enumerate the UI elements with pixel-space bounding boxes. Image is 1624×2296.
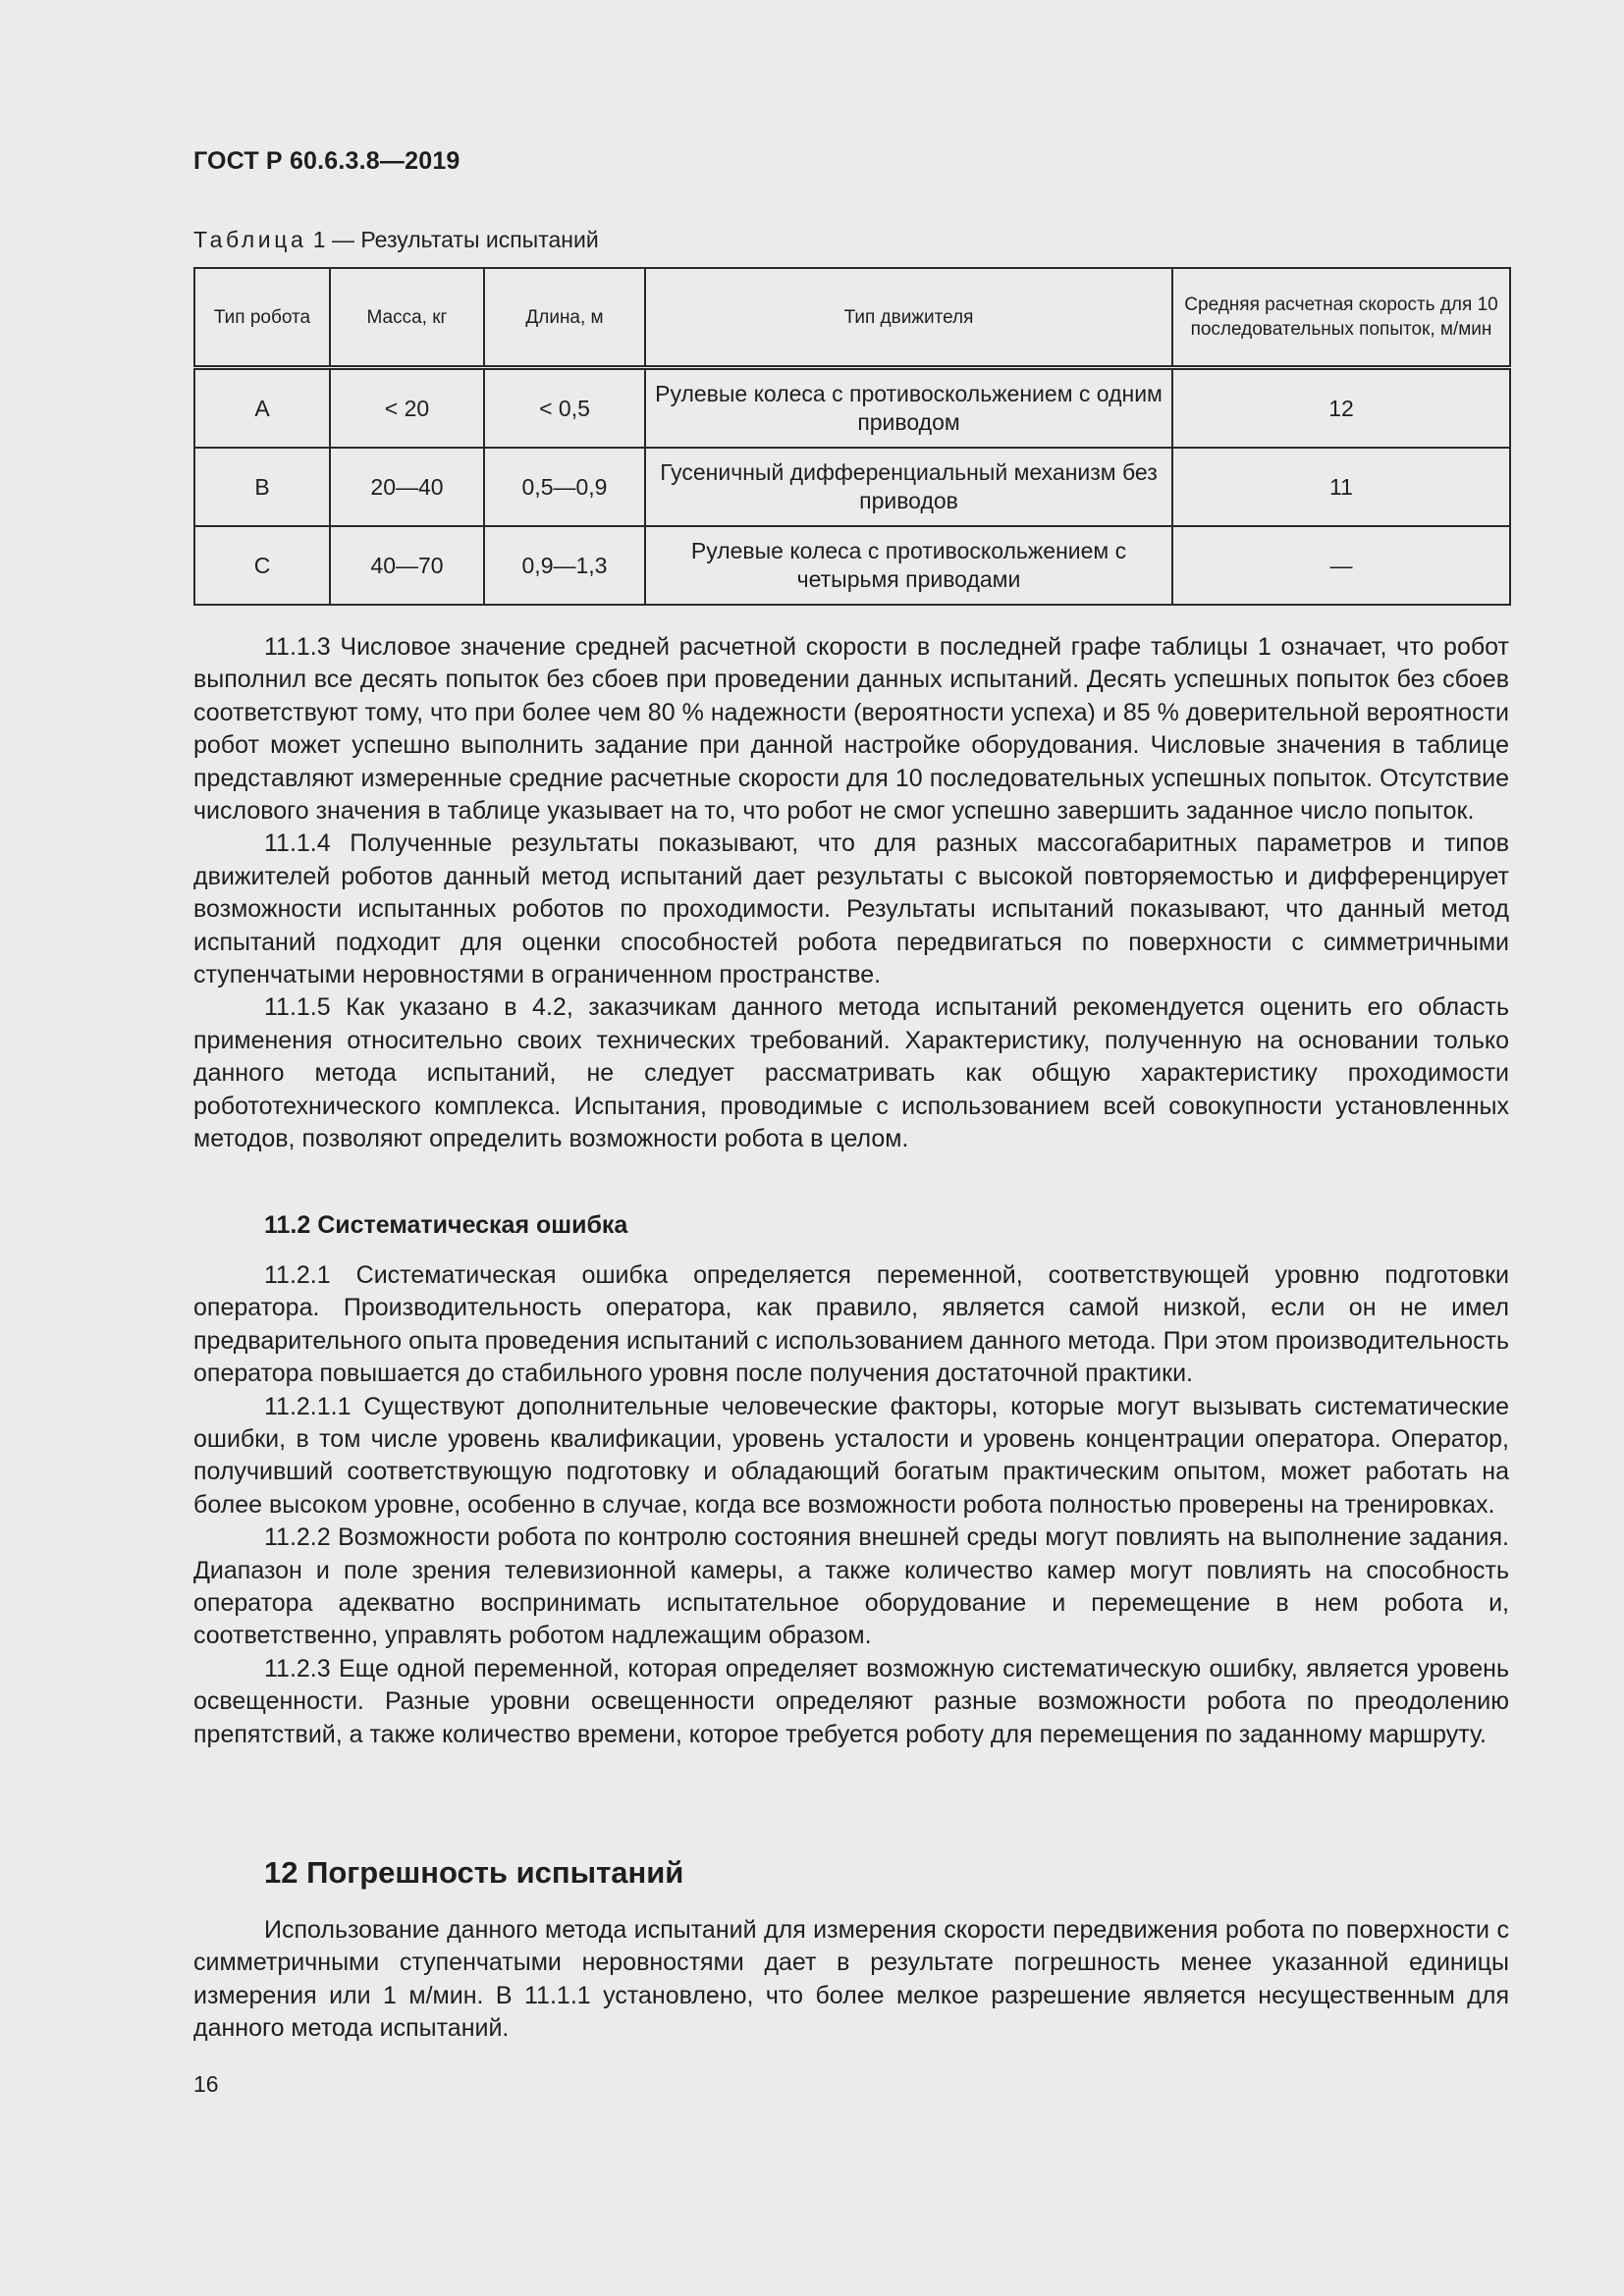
cell-mass: 20—40 <box>330 448 484 526</box>
cell-length: < 0,5 <box>484 368 645 449</box>
cell-speed: 12 <box>1172 368 1510 449</box>
paragraph-11-2-3: 11.2.3 Еще одной переменной, которая определяет возможную систематическую ошибку, является уровень освещенности. Разные уровни освещенности определяют разные возможности робота по преодолению препятствий, а также количество времени, которое требуется роботу для перемещения по заданному маршруту. <box>193 1654 1509 1748</box>
column-header-propulsion: Тип движителя <box>645 268 1172 368</box>
paragraph-11-1-3: 11.1.3 Числовое значение средней расчетной скорости в последней графе таблицы 1 означает, что робот выполнил все десять попыток без сбоев при проведении данных испытаний. Десять успешных попыток без сбоев соответствуют тому, что при более чем 80 % надежности (вероятности успеха) и 85 % доверительной вероятности робот может успешно выполнить задание при данной настройке оборудования. Числовые значения в таблице представляют измеренные средние расчетные скорости для 10 последовательных успешных попыток. Отсутствие числового значения в таблице указывает на то, что робот не смог успешно завершить заданное число попыток. <box>193 633 1509 826</box>
table-caption-title: 1 — Результаты испытаний <box>306 227 599 252</box>
table-row <box>194 526 1510 605</box>
table-header-row <box>194 268 1510 368</box>
results-table <box>193 267 1511 606</box>
table-row <box>194 448 1510 526</box>
paragraph-11-1-4: 11.1.4 Полученные результаты показывают, что для разных массогабаритных параметров и типов движителей роботов данный метод испытаний дает результаты с высокой повторяемостью и дифференцирует возможности испытанных роботов по проходимости. Результаты испытаний показывают, что данный метод испытаний подходит для оценки способностей робота передвигаться по поверхности с симметричными ступенчатыми неровностями в ограниченном пространстве. <box>193 829 1509 989</box>
cell-mass: 40—70 <box>330 526 484 605</box>
subsection-heading-11-2: 11.2 Систематическая ошибка <box>264 1211 628 1239</box>
column-header-robot-type: Тип робота <box>194 268 330 368</box>
table-caption <box>193 227 599 253</box>
cell-speed: 11 <box>1172 448 1510 526</box>
cell-speed: — <box>1172 526 1510 605</box>
section-heading-12: 12 Погрешность испытаний <box>264 1855 684 1890</box>
cell-propulsion: Гусеничный дифференциальный механизм без приводов <box>645 448 1172 526</box>
page-number: 16 <box>193 2071 219 2097</box>
paragraph-12: Использование данного метода испытаний для измерения скорости передвижения робота по поверхности с симметричными ступенчатыми неровностями дает в результате погрешность менее указанной единицы измерения или 1 м/мин. В 11.1.1 установлено, что более мелкое разрешение является несущественным для данного метода испытаний. <box>193 1916 1509 2043</box>
section-12-text <box>193 1914 1509 2046</box>
cell-length: 0,9—1,3 <box>484 526 645 605</box>
table-caption-label: Таблица <box>193 227 307 252</box>
cell-propulsion: Рулевые колеса с противоскольжением с четырьмя приводами <box>645 526 1172 605</box>
paragraph-11-2-2: 11.2.2 Возможности робота по контролю состояния внешней среды могут повлиять на выполнение задания. Диапазон и поле зрения телевизионной камеры, а также количество камер могут повлиять на способность оператора адекватно воспринимать испытательное оборудование и перемещение в нем робота и, соответственно, управлять роботом надлежащим образом. <box>193 1523 1509 1650</box>
cell-robot-type: B <box>194 448 330 526</box>
table-row <box>194 368 1510 449</box>
column-header-length: Длина, м <box>484 268 645 368</box>
section-11-1-text <box>193 631 1509 1156</box>
paragraph-11-1-5: 11.1.5 Как указано в 4.2, заказчикам данного метода испытаний рекомендуется оценить его область применения относительно своих технических требований. Характеристику, полученную на основании только данного метода испытаний, не следует рассматривать как общую характеристику проходимости робототехнического комплекса. Испытания, проводимые с использованием всей совокупности установленных методов, позволяют определить возможности робота в целом. <box>193 993 1509 1153</box>
cell-robot-type: A <box>194 368 330 449</box>
paragraph-11-2-1-1: 11.2.1.1 Существуют дополнительные человеческие факторы, которые могут вызывать систематические ошибки, в том числе уровень квалификации, уровень усталости и уровень концентрации оператора. Оператор, получивший соответствующую подготовку и обладающий богатым практическим опытом, может работать на более высоком уровне, особенно в случае, когда все возможности робота полностью проверены на тренировках. <box>193 1392 1509 1519</box>
paragraph-11-2-1: 11.2.1 Систематическая ошибка определяется переменной, соответствующей уровню подготовки оператора. Производительность оператора, как правило, является самой низкой, если он не имел предварительного опыта проведения испытаний с использованием данного метода. При этом производительность оператора повышается до стабильного уровня после получения достаточной практики. <box>193 1261 1509 1388</box>
cell-robot-type: C <box>194 526 330 605</box>
section-11-2-text <box>193 1259 1509 1751</box>
column-header-speed: Средняя расчетная скорость для 10 последовательных попыток, м/мин <box>1172 268 1510 368</box>
cell-propulsion: Рулевые колеса с противоскольжением с одним приводом <box>645 368 1172 449</box>
cell-mass: < 20 <box>330 368 484 449</box>
document-header: ГОСТ Р 60.6.3.8—2019 <box>193 147 460 175</box>
column-header-mass: Масса, кг <box>330 268 484 368</box>
cell-length: 0,5—0,9 <box>484 448 645 526</box>
